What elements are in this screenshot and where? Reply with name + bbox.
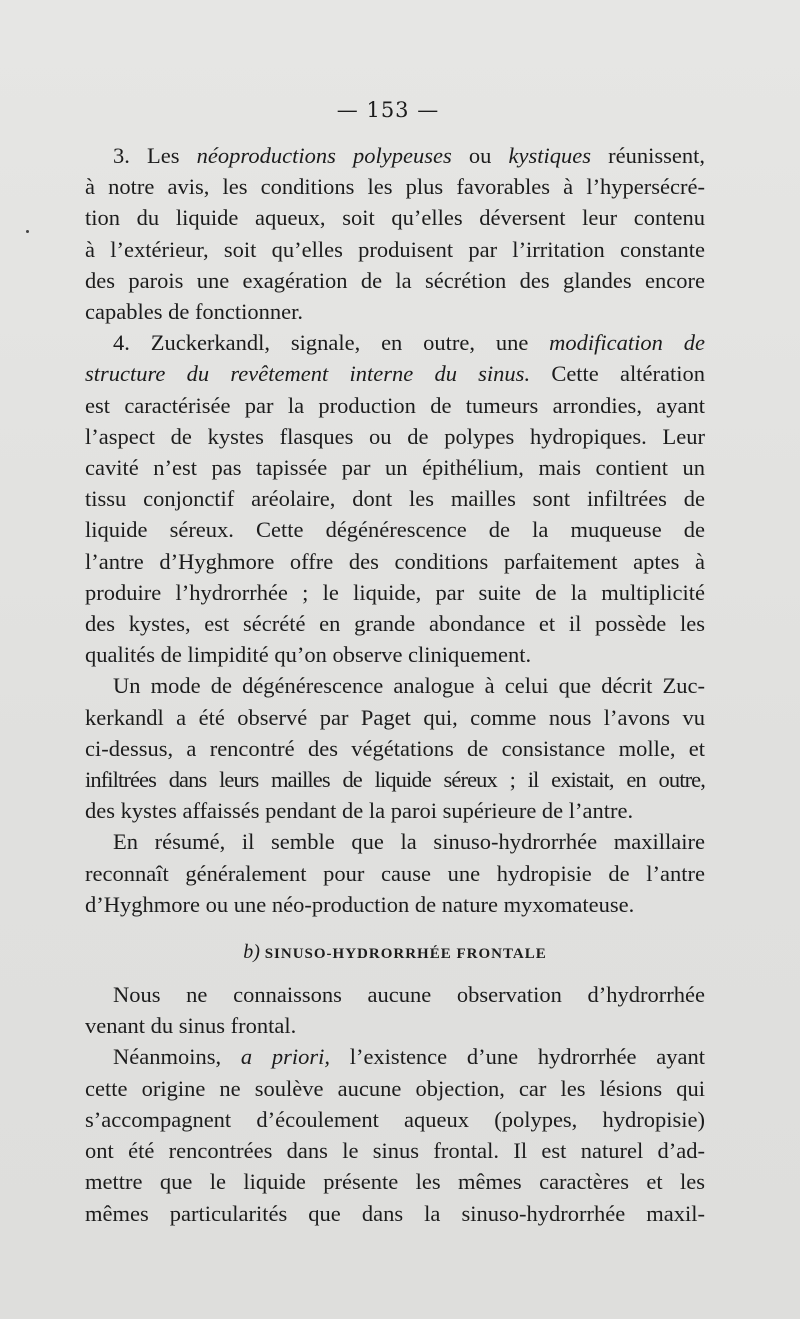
text-line: l’aspect de kystes flasques ou de polypes hydropiques. Leur — [85, 423, 705, 449]
text-line: à notre avis, les conditions les plus favorables à l’hypersécré- — [85, 174, 705, 200]
text-line: 3. Les néoproductions polypeuses ou kystiques réunissent, — [113, 143, 705, 168]
paragraph-3-neoproductions — [85, 140, 705, 327]
text-line: structure du revêtement interne du sinus. Cette altération — [85, 361, 705, 387]
text-line: s’accompagnent d’écoulement aqueux (polypes, hydropisie) — [85, 1106, 705, 1132]
text-line: capables de fonctionner. — [85, 299, 304, 325]
text-line: produire l’hydrorrhée ; le liquide, par suite de la multiplicité — [85, 579, 705, 605]
text-line: à l’extérieur, soit qu’elles produisent par l’irritation constante — [85, 236, 705, 262]
paragraph-paget — [85, 670, 705, 826]
text-line: Nous ne connaissons aucune observation d’hydrorrhée — [113, 982, 705, 1008]
text-line: liquide séreux. Cette dégénérescence de la muqueuse de — [85, 517, 705, 543]
italic-phrase: modification de — [549, 330, 705, 356]
text-line: ci-dessus, a rencontré des végétations de consistance molle, et — [85, 735, 705, 761]
section-title: SINUSO-HYDRORRHÉE FRONTALE — [264, 946, 547, 963]
text-line: ont été rencontrées dans le sinus frontal. Il est naturel d’ad- — [85, 1138, 705, 1164]
italic-phrase: a priori, — [240, 1044, 330, 1070]
paragraph-resume — [85, 826, 705, 920]
text-line: tissu conjonctif aréolaire, dont les mailles sont infiltrées de — [85, 486, 705, 512]
text-line: des parois une exagération de la sécrétion des glandes encore — [85, 267, 705, 293]
text-line: cette origine ne soulève aucune objection, car les lésions qui — [85, 1075, 705, 1101]
text-line: reconnaît généralement pour cause une hydropisie de l’antre — [85, 860, 705, 886]
text-line: Un mode de dégénérescence analogue à celui que décrit Zuc- — [113, 673, 705, 699]
text-line: des kystes affaissés pendant de la paroi supérieure de l’antre. — [85, 798, 634, 824]
text-line: En résumé, il semble que la sinuso-hydrorrhée maxillaire — [113, 829, 705, 855]
text-line: infiltrées dans leurs mailles de liquide séreux ; il existait, en outre, — [85, 767, 705, 793]
paper-speck — [26, 230, 29, 233]
paragraph-neanmoins — [85, 1041, 705, 1228]
italic-phrase: kystiques — [508, 143, 591, 168]
section-heading — [85, 939, 705, 967]
italic-phrase: structure du revêtement interne du sinus. — [85, 361, 531, 387]
text-line: mêmes particularités que dans la sinuso-hydrorrhée maxil- — [85, 1200, 705, 1226]
italic-phrase: néoproductions polypeuses — [196, 143, 452, 168]
page-body — [85, 140, 705, 1229]
text-line: venant du sinus frontal. — [85, 1013, 297, 1039]
text-line: d’Hyghmore ou une néo-production de nature myxomateuse. — [85, 891, 635, 917]
paragraph-4-zuckerkandl — [85, 327, 705, 670]
section-letter: b) — [243, 941, 260, 964]
text-line: est caractérisée par la production de tumeurs arrondies, ayant — [85, 392, 705, 418]
text-line: cavité n’est pas tapissée par un épithélium, mais contient un — [85, 455, 705, 481]
text-line: tion du liquide aqueux, soit qu’elles déversent leur contenu — [85, 205, 705, 231]
text-line: kerkandl a été observé par Paget qui, comme nous l’avons vu — [85, 704, 705, 730]
page-number: — 153 — — [336, 98, 440, 122]
paragraph-no-observation — [85, 979, 705, 1041]
text-line: des kystes, est sécrété en grande abondance et il possède les — [85, 611, 705, 637]
text-line: 4. Zuckerkandl, signale, en outre, une modification de — [113, 330, 705, 356]
text-line: Néanmoins, a priori, l’existence d’une hydrorrhée ayant — [113, 1044, 705, 1070]
text-line: l’antre d’Hyghmore offre des conditions parfaitement aptes à — [85, 548, 705, 574]
text-line: mettre que le liquide présente les mêmes caractères et les — [85, 1169, 705, 1195]
text-line: qualités de limpidité qu’on observe cliniquement. — [85, 642, 532, 668]
